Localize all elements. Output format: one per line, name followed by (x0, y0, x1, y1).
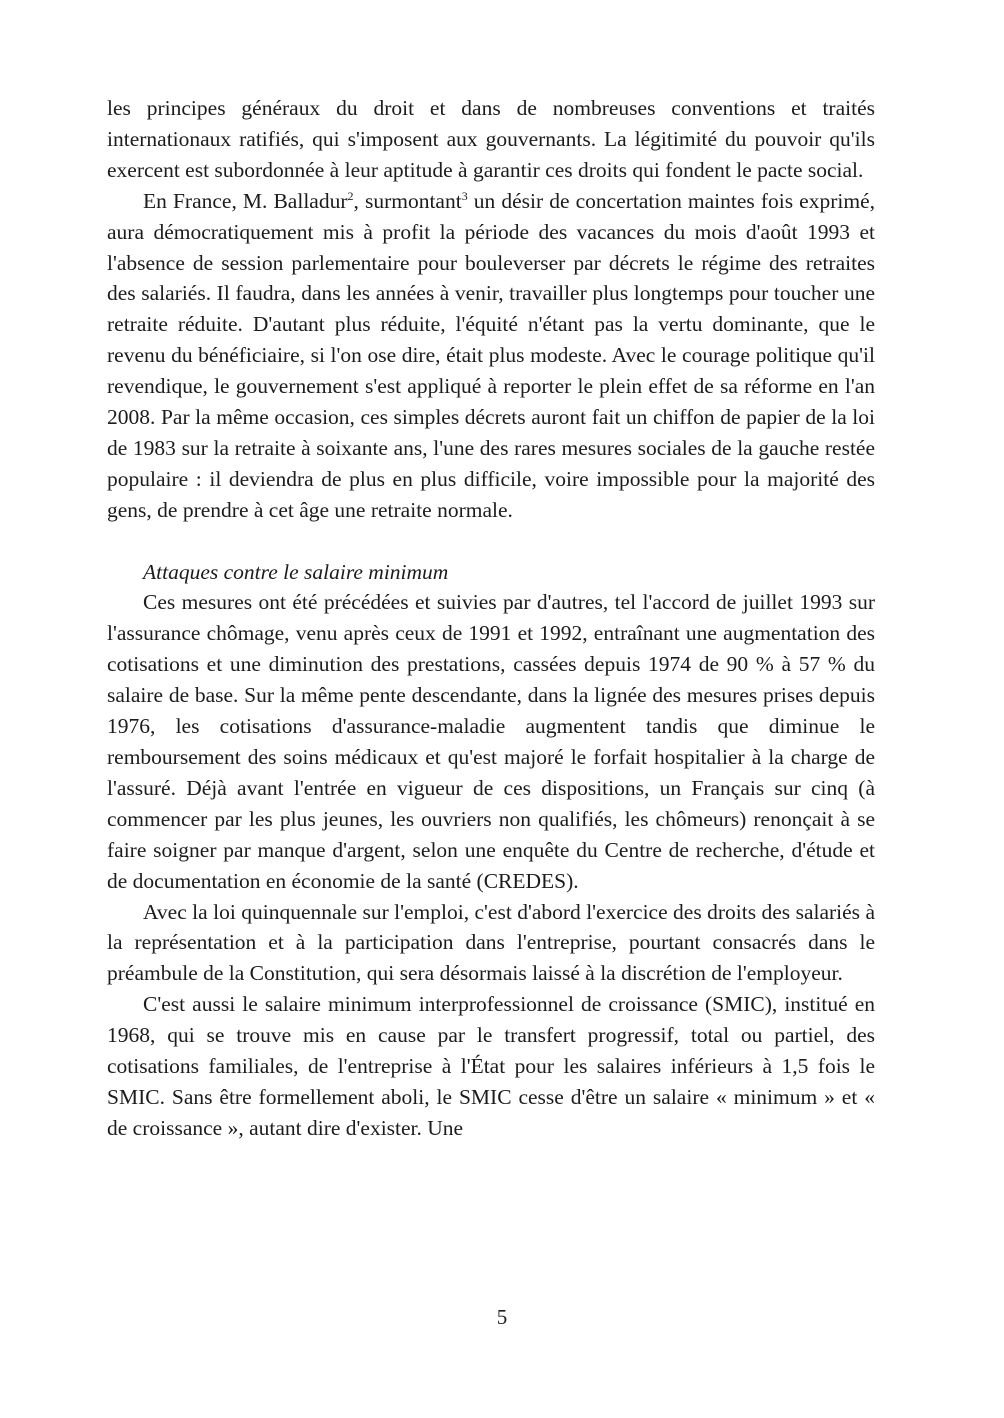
page-number: 5 (496, 1305, 508, 1329)
paragraph-smic: C'est aussi le salaire minimum interprofessionnel de croissance (SMIC), institué en 1968, qui se trouve mis en cause par le transfert progressif, total ou partiel, des cotisations familiales, de l'entreprise à l'État pour les salaires inférieurs à 1,5 fois le SMIC. Sans être formellement aboli, le SMIC cesse d'être un salaire « minimum » et « de croissance », autant dire d'exister. Une (107, 992, 875, 1140)
footnote-ref-2[interactable]: 2 (347, 188, 354, 203)
page-body (107, 93, 875, 1144)
paragraph-loi-quinquennale: Avec la loi quinquennale sur l'emploi, c'est d'abord l'exercice des droits des salariés à la représentation et à la participation dans l'entreprise, pourtant consacrés dans le préambule de la Constitution, qui sera désormais laissé à la discrétion de l'employeur. (107, 899, 875, 986)
paragraph-balladur-start: En France, M. Balladur (143, 188, 348, 213)
paragraph-balladur (107, 186, 875, 526)
paragraph-balladur-end: un désir de concertation maintes fois exprimé, aura démocratiquement mis à profit la période des vacances du mois d'août 1993 et l'absence de session parlementaire pour bouleverser par décrets le régime des retraites des salariés. Il faudra, dans les années à venir, travailler plus longtemps pour toucher une retraite réduite. D'autant plus réduite, l'équité n'étant pas la vertu dominante, que le revenu du bénéficiaire, si l'on ose dire, était plus modeste. Avec le courage politique qu'il revendique, le gouvernement s'est appliqué à reporter le plein effet de sa réforme en l'an 2008. Par la même occasion, ces simples décrets auront fait un chiffon de papier de la loi de 1983 sur la retraite à soixante ans, l'une des rares mesures sociales de la gauche restée populaire : il deviendra de plus en plus difficile, voire impossible pour la majorité des gens, de prendre à cet âge une retraite normale. (107, 188, 875, 522)
footnote-ref-3[interactable]: 3 (461, 188, 468, 203)
paragraph-continuation: les principes généraux du droit et dans de nombreuses conventions et traités internationaux ratifiés, qui s'imposent aux gouvernants. La légitimité du pouvoir qu'ils exercent est subordonnée à leur aptitude à garantir ces droits qui fondent le pacte social. (107, 96, 875, 182)
paragraph-balladur-mid: , surmontant (353, 188, 462, 213)
paragraph-assurance-chomage: Ces mesures ont été précédées et suivies par d'autres, tel l'accord de juillet 1993 sur l'assurance chômage, venu après ceux de 1991 et 1992, entraînant une augmentation des cotisations et une diminution des prestations, cassées depuis 1974 de 90 % à 57 % du salaire de base. Sur la même pente descendante, dans la lignée des mesures prises depuis 1976, les cotisations d'assurance-maladie augmentent tandis que diminue le remboursement des soins médicaux et qu'est majoré le forfait hospitalier à la charge de l'assuré. Déjà avant l'entrée en vigueur de ces dispositions, un Français sur cinq (à commencer par les plus jeunes, les ouvriers non qualifiés, les chômeurs) renonçait à se faire soigner par manque d'argent, selon une enquête du Centre de recherche, d'étude et de documentation en économie de la santé (CREDES). (107, 590, 875, 893)
section-heading: Attaques contre le salaire minimum (143, 559, 449, 584)
